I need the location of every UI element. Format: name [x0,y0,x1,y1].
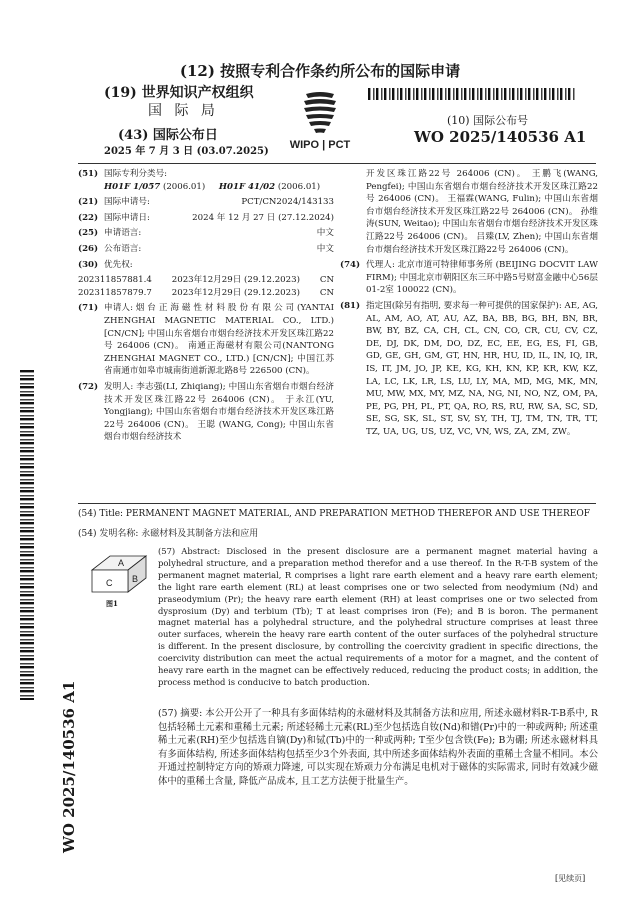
bureau-name: 国 际 局 [148,103,219,119]
face-a-label: A [118,558,125,568]
abstract-chinese: (57) 摘要: 本公开公开了一种具有多面体结构的永磁材料及其制备方法和应用, 所述永磁材料R-T-B系中, R包括轻稀土元素和重稀土元素; 所述轻稀土元素(RL)至少包括选自钕(Nd)和镨(Pr)中的一种或两种; 所述重稀土元素(RH)至少包括选自镝(Dy)和铽(Tb)中的一种或两种; T至少包含铁(Fe); B为硼; 所述永磁材料具有多面体结构, 所述多面体结构包括至少3个外表面, 其中所述多面体结构外表面的重稀土含量不相同。本公开通过控制特定方向的矫顽力降速, 可以实现在矫顽力分布满足电机对于磁体的实际需求, 同时有效减少磁体中的重稀土含量, 降低产品成本, 且工艺方法便于批量生产。 [158,708,598,787]
side-barcode [20,370,34,700]
divider [78,503,596,504]
figure-caption: 图1 [106,599,118,608]
document-title: (12) 按照专利合作条约所公布的国际申请 [179,62,461,80]
bibliographic-right-column [340,168,598,441]
field-72-continued: 开发区珠江路22号 264006 (CN)。 王鹏飞(WANG, Pengfei); 中国山东省烟台市烟台经济技术开发区珠江路22号 264006 (CN)。 王福霖(WANG, Fulin); 中国山东省烟台市烟台经济技术开发区珠江路22号 264006 (CN)。 孙维涛(SUN, Weitao); 中国山东省烟台市烟台经济技术开发区珠江路22号 264006 (CN)。 吕臻(LV, Zhen); 中国山东省烟台市烟台经济技术开发区珠江路22号 264006 (CN)。 [366,169,598,255]
continued-marker: [见续页] [555,874,586,883]
ipc-label: 国际专利分类号: [104,169,168,179]
bibliographic-left-column [78,168,334,447]
field-22: (22) 国际申请日: 2024 年 12 月 27 日 (27.12.2024) [78,212,334,223]
divider [78,163,596,164]
field-30: (30) 优先权: [78,259,133,270]
abstract-english: (57) Abstract: Disclosed in the present disclosure are a permanent magnet material having a polyhedral structure, and a preparation method therefor and a use thereof. In the R-T-B system of the permanent magnet material, R comprises a light rare earth element and a heavy rare earth element; the light rare earth element (RL) at least comprises one or two selected from neodymium (Nd) and praseodymium (Pr); the heavy rare earth element (RH) at least comprises one or two selected from dysprosium (Dy) and terbium (Tb); T at least comprises iron (Fe); and B is boron. The permanent magnet material has a polyhedral structure, and the polyhedral structure comprises at least three outer surfaces, wherein the heavy rare earth content of the outer surfaces of the polyhedral structure is different. In the present disclosure, by controlling the coercivity gradient in specific directions, the coercivity distribution can meet the actual requirements of a motor for a magnet, and the content of heavy rare earth in the magnet can be effectively reduced, reducing the product costs; in addition, the process method is conducive to batch production. [158,546,598,687]
face-b-label: B [132,574,139,584]
priority-row: 202311857881.4 2023年12月29日 (29.12.2023) CN [78,275,334,286]
face-c-label: C [106,578,113,588]
field-72-inventors: (72) 发明人: 李志强(LI, Zhiqiang); 中国山东省烟台市烟台经济技术开发区珠江路22号 264006 (CN)。 于永江(YU, Yongjiang); 中国山东省烟台市烟台经济技术开发区珠江路22号 264006 (CN)。 王聪 (WANG, Cong); 中国山东省烟台市烟台经济技术 [78,381,334,443]
field-25: (25) 申请语言: 中文 [78,228,334,239]
title-chinese: (54) 发明名称: 永磁材料及其制备方法和应用 [78,529,259,539]
field-74-agent: (74) 代理人: 北京市道可特律师事务所 (BEIJING DOCVIT LAW FIRM); 中国北京市朝阳区东三环中路5号财富金融中心56层01-2室 100022 (CN)。 [340,260,598,296]
field-51: (51) 国际专利分类号: H01F 1/057 (2006.01) H01F 41/02 (2006.01) [78,168,334,193]
figure-1-polyhedron [88,548,150,598]
wipo-logo-text: WIPO | PCT [289,139,351,151]
priority-row: 202311857879.7 2023年12月29日 (29.12.2023) CN [78,287,334,298]
publication-number: WO 2025/140536 A1 [414,128,587,146]
field-81-designated-states: (81) 指定国(除另有指明, 要求每一种可提供的国家保护): AE, AG, AL, AM, AO, AT, AU, AZ, BA, BB, BG, BH, BN, BR, BW, BY, BZ, CA, CH, CL, CN, CO, CR, CU, CV, CZ, DE, DJ, DK, DM, DO, DZ, EC, EE, EG, ES, FI, GB, GD, GE, GH, GM, GT, HN, HR, HU, ID, IL, IN, IQ, IR, IS, IT, JM, JO, JP, KE, KG, KH, KN, KP, KR, KW, KZ, LA, LC, LK, LR, LS, LU, LY, MA, MD, MG, MK, MN, MU, MW, MX, MY, MZ, NA, NG, NI, NO, NZ, OM, PA, PE, PG, PH, PL, PT, QA, RO, RS, RU, RW, SA, SC, SD, SE, SG, SK, SL, ST, SV, SY, TH, TJ, TM, TN, TR, TT, TZ, UA, UG, US, UZ, VC, VN, WS, ZA, ZM, ZW。 [340,300,598,437]
publication-date: 2025 年 7 月 3 日 (03.07.2025) [104,146,269,157]
title-english: (54) Title: PERMANENT MAGNET MATERIAL, AND PREPARATION METHOD THEREFOR AND USE THEREOF [78,509,590,519]
organization-name: (19) 世界知识产权组织 [104,85,254,101]
field-21: (21) 国际申请号: PCT/CN2024/143133 [78,197,334,208]
side-publication-number: WO 2025/140536 A1 [60,680,78,853]
field-71-applicant: (71) 申请人: 烟 台 正 海 磁 性 材 料 股 份 有 限 公 司 (YANTAI ZHENGHAI MAGNETIC MATERIAL CO., LTD.) [CN/CN]; 中国山东省烟台市烟台经济技术开发区珠江路22号 264006 (CN)。 南通正海磁材有限公司(NANTONG ZHENGHAI MAGNET CO., LTD.) [CN/CN]; 中国江苏省南通市如皋市城南街道新源北路8号 226500 (CN)。 [78,303,334,377]
top-barcode [368,88,576,100]
field-26: (26) 公布语言: 中文 [78,243,334,254]
ipc-codes: H01F 1/057 (2006.01) H01F 41/02 (2006.01) [104,181,321,192]
wipo-pct-logo [274,90,366,152]
publication-date-label: (43) 国际公布日 [118,128,218,143]
publication-number-label: (10) 国际公布号 [447,114,529,127]
